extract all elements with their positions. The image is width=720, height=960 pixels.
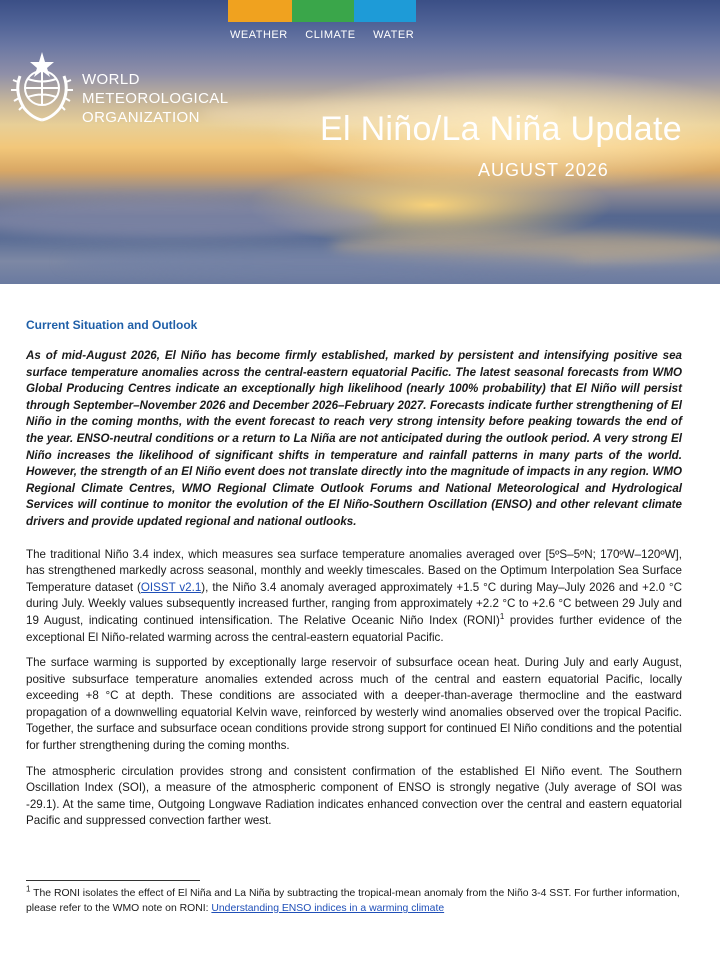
section-heading: Current Situation and Outlook [26, 318, 198, 332]
main-content [26, 318, 682, 839]
document-date: AUGUST 2026 [478, 160, 609, 180]
org-name-line: METEOROLOGICAL [82, 90, 229, 107]
footnote [26, 886, 692, 916]
oisst-link[interactable]: OISST v2.1 [140, 580, 202, 594]
footnote-divider [26, 880, 200, 881]
org-name-line: ORGANIZATION [82, 109, 200, 126]
header-banner [0, 0, 720, 284]
footnote-ref[interactable]: 1 [499, 612, 505, 622]
color-strip-blue [354, 0, 416, 22]
summary-paragraph: As of mid-August 2026, El Niño has become firmly established, marked by persistent and intensifying positive sea surface temperature anomalies across the central-eastern equatorial Pacific. The latest seasonal forecasts from WMO Global Producing Centres indicate an exceptionally high likelihood (nearly 100% probability) that El Niño will persist through September–November 2026 and December 2026–February 2027. Forecasts indicate further strengthening of El Niño in the coming months, with the event forecast to reach very strong intensity before peaking towards the end of the year. ENSO-neutral conditions or a return to La Niña are not anticipated during the outlook period. A very strong El Niño increases the likelihood of significant shifts in temperature and rainfall patterns in many parts of the world. However, the strength of an El Niño event does not translate directly into the magnitude of impacts in any region. WMO Regional Climate Centres, WMO Regional Climate Outlook Forums and National Meteorological and Hydrological Services will continue to monitor the evolution of the El Niño-Southern Oscillation (ENSO) and other relevant climate drivers and provide updated regional and national outlooks. [26, 349, 682, 528]
organization-name [82, 70, 228, 127]
tagline-climate: CLIMATE [305, 29, 356, 41]
tagline-weather: WEATHER [230, 29, 288, 41]
tagline-nav [230, 29, 428, 41]
footnote-number: 1 [26, 884, 31, 894]
document-title: El Niño/La Niña Update [320, 110, 682, 148]
wmo-emblem-icon [6, 46, 78, 126]
paragraph-text: The traditional Niño 3.4 index, which measures sea surface temperature anomalies averaged over [5ºS–5ºN; 170ºW–120ºW], has strengthened markedly across seasonal, monthly and weekly timescales. Based on the Optimum Interpolation Sea Surface Temperature dataset ( [26, 547, 682, 594]
enso-indices-link[interactable]: Understanding ENSO indices in a warming climate [211, 903, 445, 914]
paragraph-text: ), the Niño 3.4 anomaly averaged approximately +1.5 °C during May–July 2026 and +2.0 °C during July. Weekly values subsequently increased further, ranging from approximately +2.2 °C to +2.6 °C between 29 July and 19 August, indicating continued intensification. The Relative Oceanic Niño Index (RONI) [26, 580, 683, 627]
footnote-text: The RONI isolates the effect of El Niña and La Niña by subtracting the tropical-mean anomaly from the Niño 3-4 SST. For further information, please refer to the WMO note on RONI: [26, 888, 680, 914]
org-name-line: WORLD [82, 71, 140, 88]
atmosphere-paragraph: The atmospheric circulation provides strong and consistent confirmation of the established El Niño event. The Southern Oscillation Index (SOI), a measure of the atmospheric component of ENSO is strongly negative (July average of SOI was -29.1). At the same time, Outgoing Longwave Radiation indicates enhanced convection over the central and eastern equatorial Pacific and suppressed convection farther west. [26, 764, 682, 828]
paragraph-text: provides further evidence of the exceptional El Niño-related warming across the central-eastern equatorial Pacific. [26, 613, 682, 644]
nino34-paragraph [26, 547, 682, 647]
banner-cloud [60, 250, 580, 274]
color-strip-orange [228, 0, 292, 22]
tagline-water: WATER [373, 29, 415, 41]
subsurface-paragraph: The surface warming is supported by exceptionally large reservoir of subsurface ocean heat. During July and early August, positive subsurface temperature anomalies extended across much of the central and eastern equatorial Pacific, locally exceeding +8 °C at depth. These conditions are associated with a deeper-than-average thermocline and the eastward propagation of a downwelling equatorial Kelvin wave, reinforced by westerly wind anomalies observed over the tropical Pacific. Together, the surface and subsurface ocean conditions provide strong support for continued El Niño conditions and the potential for further strengthening during the coming months. [26, 656, 682, 753]
color-strip-green [292, 0, 354, 22]
banner-cloud [0, 200, 380, 238]
